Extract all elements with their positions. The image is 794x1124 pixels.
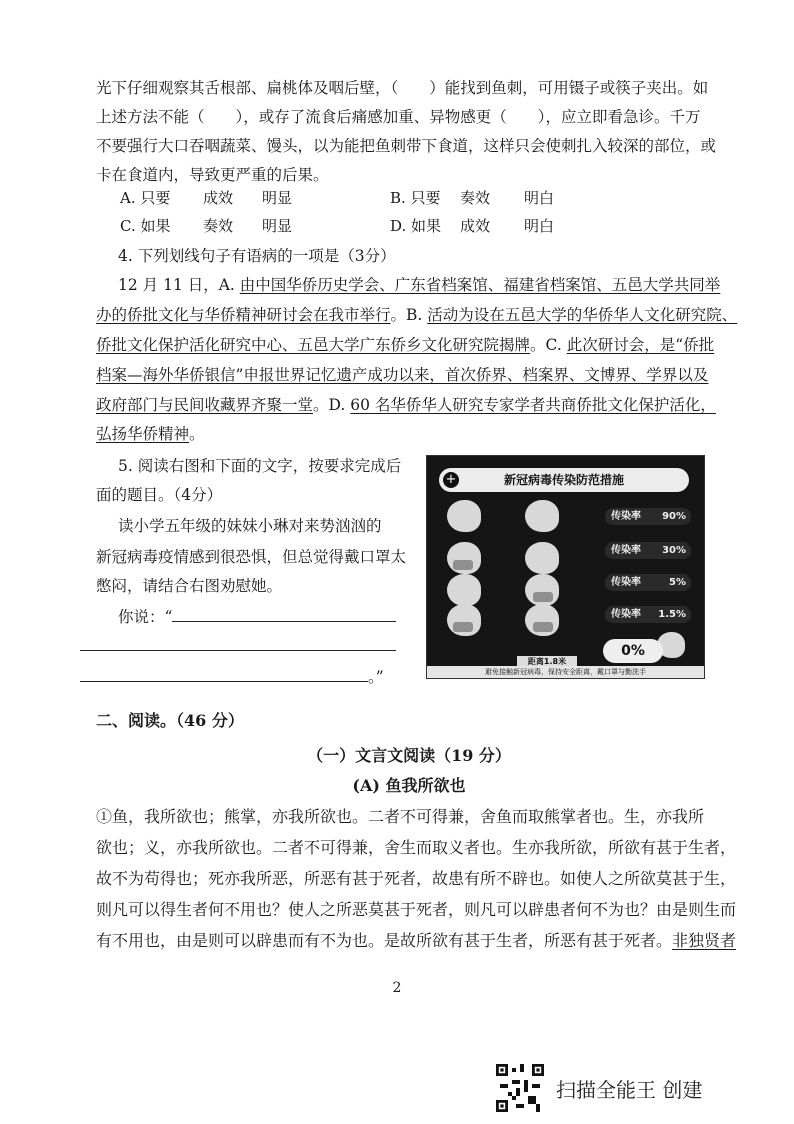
- transmission-rate-1: [605, 508, 691, 525]
- q3-line-4: 卡在食道内，导致更严重的后果。: [96, 166, 329, 184]
- head-silhouette-icon: [447, 604, 481, 636]
- subsection-heading: （一）文言文阅读（19 分）: [307, 746, 511, 765]
- q3-line-1: 光下仔细观察其舌根部、扁桃体及咽后壁，（ ）能找到鱼刺，可用镊子或筷子夹出。如: [96, 79, 709, 97]
- q4-underlined-c-cont: 档案—海外华侨银信”申报世界记忆遗产成功以来，首次侨界、档案界、文博界、学界以及: [96, 366, 709, 384]
- q4-underlined-b-cont: 侨批文化保护活化研究中心、五邑大学广东侨乡文化研究院揭牌: [96, 336, 531, 354]
- option-c-word3: 明显: [262, 217, 293, 235]
- option-a-word3: 明显: [262, 189, 293, 207]
- q5-answer-line-1: [118, 606, 408, 628]
- head-silhouette-icon: [525, 542, 559, 574]
- passage-line-4: 则凡可以得生者何不用也？使人之所恶莫甚于死者，则凡可以辟患者何不为也？由是则生而: [96, 900, 737, 919]
- passage-line-3: 故不为苟得也；死亦我所恶，所恶有甚于死者，故患有所不辟也。如使人之所欲莫甚于生，: [96, 869, 737, 888]
- q5-answer-line-3: [80, 666, 410, 688]
- section-heading: 二、阅读。（46 分）: [96, 711, 244, 730]
- head-silhouette-icon: [525, 574, 559, 606]
- head-silhouette-icon: [447, 500, 481, 532]
- rate-value: 1.5%: [658, 609, 686, 620]
- q4-text: 。C.: [530, 336, 567, 354]
- rate-value: 30%: [662, 545, 686, 556]
- passage-text: 有不用也，由是则可以辟患而有不为也。是故所欲有甚于生者，所恶有甚于死者。: [96, 931, 673, 950]
- transmission-rate-4: [605, 606, 691, 623]
- rate-label: 传染率: [611, 609, 641, 620]
- option-c: C. 如果: [120, 217, 171, 235]
- q4-line-5: [96, 394, 722, 416]
- head-silhouette-icon: [525, 604, 559, 636]
- plus-icon: +: [443, 472, 459, 488]
- rate-label: 传染率: [611, 577, 641, 588]
- option-b: B. 只要: [390, 189, 441, 207]
- rate-value: 90%: [662, 511, 686, 522]
- transmission-rate-2: [605, 542, 691, 559]
- q5-line-5: 憋闷，请结合右图劝慰她。: [96, 577, 283, 595]
- option-d-word3: 明白: [524, 217, 555, 235]
- watermark-text: 扫描全能王 创建: [556, 1078, 703, 1102]
- q4-underlined-c-end: 政府部门与民间收藏界齐聚一堂: [96, 396, 314, 414]
- q4-underlined-a: 由中国华侨历史学会、广东省档案馆、福建省档案馆、五邑大学共同举: [239, 276, 721, 294]
- q4-line-2: [96, 304, 738, 326]
- q4-text: 。: [189, 425, 205, 443]
- option-d: D. 如果: [390, 217, 442, 235]
- distance-label: 距离1.8米: [517, 656, 577, 668]
- option-c-word2: 奏效: [203, 217, 234, 235]
- rate-value: 5%: [669, 577, 686, 588]
- mask-icon: [533, 622, 553, 632]
- zero-rate: 0%: [603, 639, 663, 663]
- q3-line-2: 上述方法不能（ ），或存了流食后痛感加重、异物感更（ ），应立即看急诊。千万: [96, 108, 701, 126]
- q4-line-1: [118, 274, 722, 296]
- qr-code-icon: [496, 1064, 544, 1112]
- prevention-poster: [426, 455, 705, 679]
- q5-closing-quote: 。”: [368, 668, 384, 686]
- passage-line-5: [96, 930, 737, 952]
- rate-label: 传染率: [611, 511, 641, 522]
- poster-footer: 避免接触新冠病毒，保持安全距离，戴口罩与勤洗手: [427, 666, 704, 678]
- q4-line-6: [96, 423, 722, 445]
- q4-underlined-d-end: 弘扬华侨精神: [96, 425, 190, 443]
- q5-you-say: 你说：“: [118, 608, 173, 626]
- q4-line-3: [96, 334, 722, 356]
- page-number: 2: [392, 980, 402, 996]
- mask-icon: [453, 560, 473, 570]
- mask-icon: [453, 622, 473, 632]
- passage-line-1: ①鱼，我所欲也；熊掌，亦我所欲也。二者不可得兼，舍鱼而取熊掌者也。生，亦我所: [96, 807, 705, 826]
- answer-blank-2[interactable]: [80, 650, 396, 651]
- q4-underlined-c: 此次研讨会，是“侨批: [566, 336, 715, 354]
- passage-line-2: 欲也；义，亦我所欲也。二者不可得兼，舍生而取义者也。生亦我所欲，所欲有甚于生者，: [96, 838, 737, 857]
- mask-icon: [533, 592, 553, 602]
- answer-blank-1[interactable]: [172, 621, 396, 622]
- q4-underlined-a-cont: 办的侨批文化与华侨精神研讨会在我市举行: [96, 306, 391, 324]
- option-b-word3: 明白: [524, 189, 555, 207]
- q5-line-3: 读小学五年级的妹妹小琳对来势汹汹的: [118, 517, 382, 535]
- q3-line-3: 不要强行大口吞咽蔬菜、馒头，以为能把鱼刺带下食道，这样只会使刺扎入较深的部位，或: [96, 137, 717, 155]
- transmission-rate-3: [605, 574, 691, 591]
- q5-line-4: 新冠病毒疫情感到很恐惧，但总觉得戴口罩太: [96, 548, 407, 566]
- q5-line-1: 5. 阅读右图和下面的文字，按要求完成后: [118, 457, 402, 475]
- head-silhouette-icon: [447, 542, 481, 574]
- head-silhouette-icon: [525, 500, 559, 532]
- q4-text: 。B.: [390, 306, 428, 324]
- answer-blank-3[interactable]: [80, 681, 368, 682]
- q4-text: 。D.: [313, 396, 351, 414]
- q4-stem: 4. 下列划线句子有语病的一项是（3分）: [118, 247, 396, 265]
- q4-line-4: [96, 364, 722, 386]
- option-a: A. 只要: [120, 189, 171, 207]
- option-d-word2: 成效: [460, 217, 491, 235]
- passage-title: (A) 鱼我所欲也: [352, 776, 466, 795]
- q4-underlined-d: 60 名华侨华人研究专家学者共商侨批文化保护活化，: [350, 396, 716, 414]
- q4-text: 12 月 11 日，A.: [118, 276, 240, 294]
- poster-title: 新冠病毒传染防范措施: [439, 468, 689, 492]
- head-silhouette-icon: [447, 574, 481, 606]
- option-a-word2: 成效: [203, 189, 234, 207]
- q4-underlined-b: 活动为设在五邑大学的华侨华人文化研究院、: [427, 306, 738, 324]
- passage-underlined: 非独贤者: [672, 931, 737, 950]
- rate-label: 传染率: [611, 545, 641, 556]
- q5-line-2: 面的题目。（4分）: [96, 486, 223, 504]
- option-b-word2: 奏效: [460, 189, 491, 207]
